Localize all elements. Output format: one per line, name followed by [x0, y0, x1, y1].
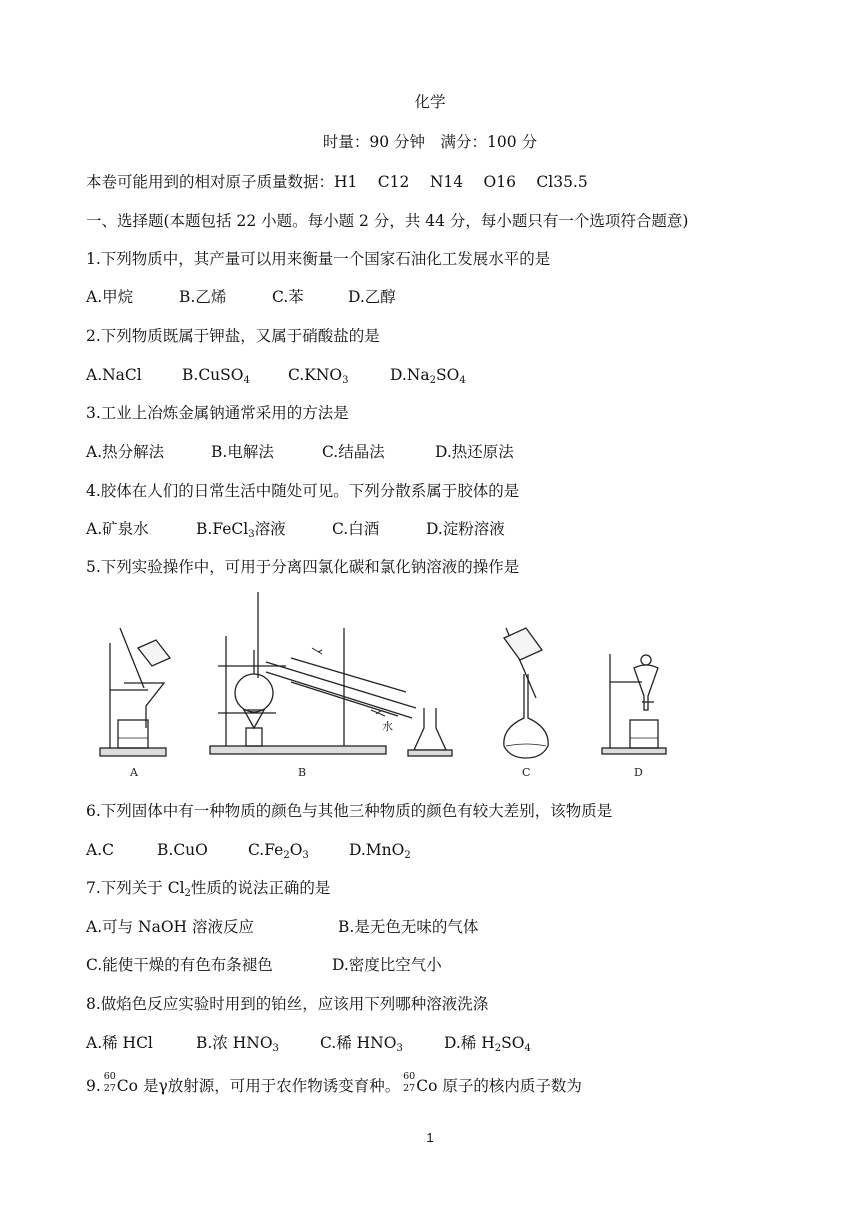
question-8-options — [86, 1033, 531, 1053]
question-7-options-cd — [86, 955, 442, 975]
option-b: B.FeCl$_3$溶液 — [196, 520, 286, 540]
label-d: D — [634, 766, 643, 779]
option-b: B.电解法 — [211, 443, 274, 461]
water-label: 水 — [382, 720, 393, 733]
option-d: D.乙醇 — [348, 288, 396, 306]
option-a: A.可与 NaOH 溶液反应 — [86, 918, 255, 936]
option-c: C.结晶法 — [322, 443, 385, 461]
question-4-options — [86, 519, 505, 539]
question-2: 2.下列物质既属于钾盐，又属于硝酸盐的是 — [86, 327, 380, 345]
atomic-masses: 本卷可能用到的相对原子质量数据：H1 C12 N14 O16 Cl35.5 — [86, 173, 588, 191]
option-a: A.NaCl — [86, 366, 142, 384]
option-a: A.甲烷 — [86, 288, 134, 306]
option-b: B.浓 $HNO_3$ — [196, 1034, 279, 1054]
apparatus-figure — [86, 588, 686, 788]
option-c: C.白酒 — [332, 520, 380, 538]
option-b: B.乙烯 — [179, 288, 227, 306]
option-a: A.C — [86, 841, 114, 859]
option-a: A.稀 HCl — [86, 1034, 153, 1052]
question-7-options-ab — [86, 917, 478, 937]
nuclide-co60: 60 27 — [403, 1071, 416, 1094]
label-a: A — [130, 766, 138, 779]
option-c: C.苯 — [272, 288, 304, 306]
option-b: B.是无色无味的气体 — [338, 918, 479, 936]
option-b: B.CuO — [157, 841, 208, 859]
label-c: C — [522, 766, 531, 779]
question-5: 5.下列实验操作中，可用于分离四氯化碳和氯化钠溶液的操作是 — [86, 558, 520, 576]
question-4: 4.胶体在人们的日常生活中随处可见。下列分散系属于胶体的是 — [86, 482, 520, 500]
question-7: 7.下列关于 $Cl_2$性质的说法正确的是 — [86, 879, 331, 899]
option-d: D.MnO$_2$ — [349, 841, 411, 861]
option-c: C.能使干燥的有色布条褪色 — [86, 956, 273, 974]
page-number: 1 — [426, 1130, 434, 1145]
option-c: $C.KNO_3$ — [288, 366, 349, 386]
question-1-options — [86, 287, 396, 307]
question-3: 3.工业上冶炼金属钠通常采用的方法是 — [86, 404, 349, 422]
option-b: B.CuSO$_4$ — [182, 366, 250, 386]
option-c: C.稀 $HNO_3$ — [320, 1034, 403, 1054]
option-d: D.稀 $H_2SO_4$ — [444, 1034, 531, 1054]
question-9: 9. 60 27 Co 是γ放射源，可用于农作物诱变育种。 60 27 Co 原子的核内质子数为 — [86, 1071, 582, 1095]
option-d: D.淀粉溶液 — [426, 520, 505, 538]
apparatus-c — [504, 628, 548, 779]
apparatus-b — [210, 592, 452, 779]
question-3-options — [86, 442, 514, 462]
option-d: $D.Na_2SO_4$ — [390, 366, 466, 386]
label-b: B — [298, 766, 307, 779]
question-2-options — [86, 365, 466, 385]
option-a: A.热分解法 — [86, 443, 165, 461]
question-1: 1.下列物质中，其产量可以用来衡量一个国家石油化工发展水平的是 — [86, 250, 551, 268]
option-c: $C.Fe_2O_3$ — [248, 841, 309, 861]
section-heading: 一、选择题(本题包括 22 小题。每小题 2 分，共 44 分，每小题只有一个选项符合题意) — [86, 212, 689, 230]
option-a: A.矿泉水 — [86, 520, 149, 538]
apparatus-a — [100, 628, 170, 779]
question-6: 6.下列固体中有一种物质的颜色与其他三种物质的颜色有较大差别，该物质是 — [86, 802, 613, 820]
question-8: 8.做焰色反应实验时用到的铂丝，应该用下列哪种溶液洗涤 — [86, 995, 489, 1013]
option-d: D.热还原法 — [435, 443, 514, 461]
page-title: 化学 — [414, 93, 446, 111]
apparatus-d — [602, 654, 666, 779]
exam-meta: 时量：90 分钟 满分：100 分 — [322, 133, 538, 151]
option-d: D.密度比空气小 — [332, 956, 442, 974]
nuclide-co60: 60 27 — [103, 1071, 116, 1094]
question-6-options — [86, 840, 411, 860]
